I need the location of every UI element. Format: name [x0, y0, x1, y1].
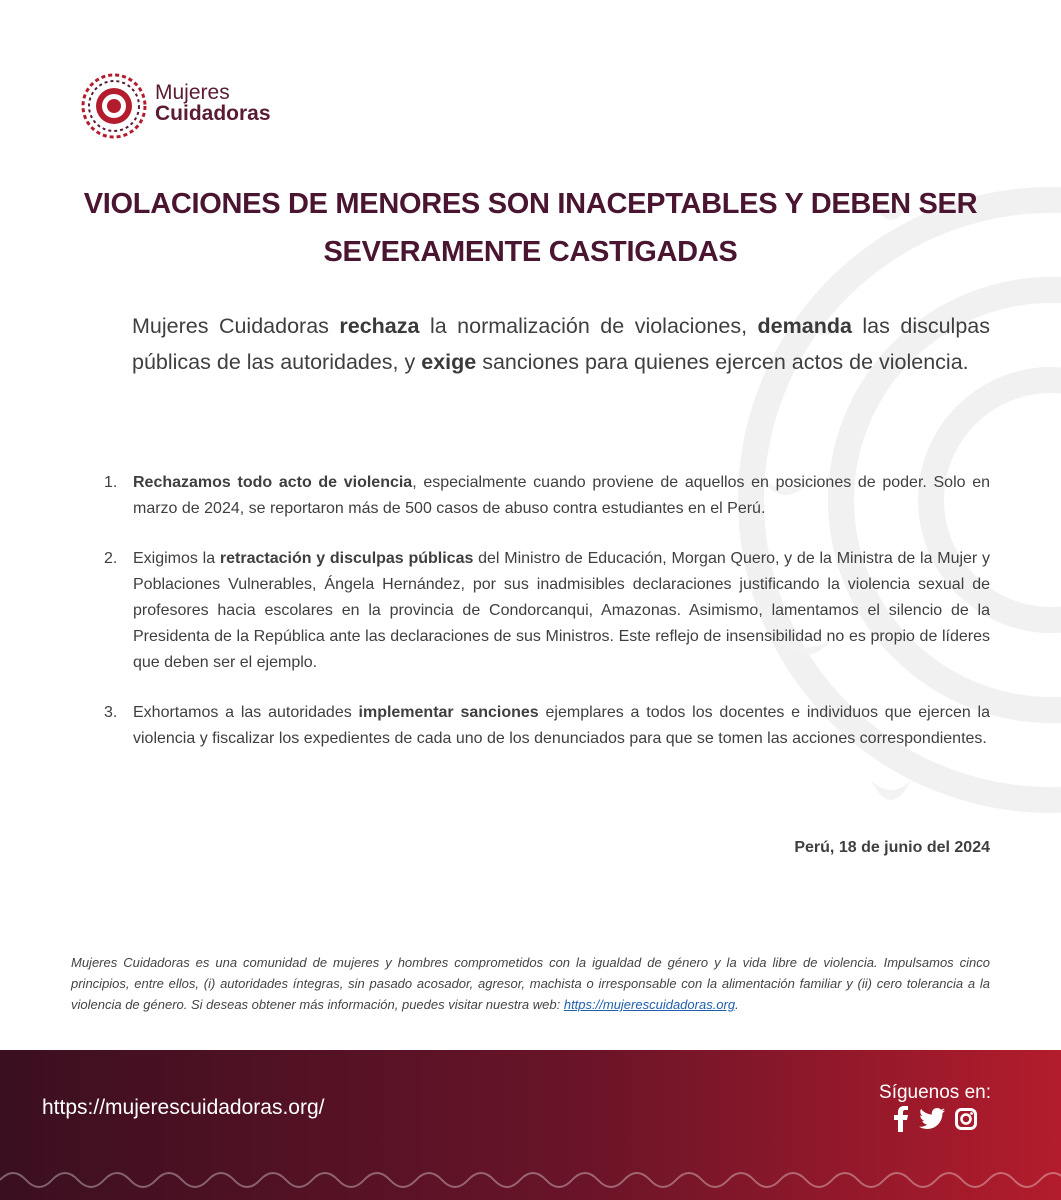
follow-us-label: Síguenos en:	[879, 1082, 991, 1103]
banner-pattern	[0, 1160, 1061, 1200]
intro-bold: rechaza	[339, 314, 420, 338]
item-bold: retractación y disculpas públicas	[219, 550, 474, 567]
item-text: , especialmente cuando proviene de aquellos en posiciones de poder. Solo en marzo de 2024, se reportaron más de 500 casos de abuso contra estudiantes en el Perú.	[133, 474, 991, 517]
intro-text: sanciones para quienes ejercen actos de violencia.	[476, 350, 969, 374]
website-link[interactable]: https://mujerescuidadoras.org	[563, 997, 736, 1012]
instagram-icon[interactable]	[955, 1108, 977, 1130]
banner-url-link[interactable]: https://mujerescuidadoras.org/	[42, 1096, 325, 1119]
intro-bold: exige	[421, 350, 477, 374]
item-text: Exhortamos a las autoridades	[133, 704, 359, 721]
item-text: ejemplares a todos los docentes e individuos que ejercen la violencia y fiscalizar los expedientes de cada uno de los denunciados para que se tomen las acciones correspondientes.	[133, 704, 991, 747]
intro-text: la normalización de violaciones,	[419, 314, 758, 338]
logo-mark-icon	[80, 72, 148, 140]
item-number: 1.	[104, 474, 118, 491]
list-item	[104, 700, 990, 752]
footnote-text: Mujeres Cuidadoras es una comunidad de mujeres y hombres comprometidos con la igualdad de género y la vida libre de violencia. Impulsamos cinco principios, entre ellos, (i) autoridades íntegras, sin pasado acosador, agresor, machista o irresponsable con la alimentación familiar y (ii) cero tolerancia a la violencia de género. Si deseas obtener más información, puedes visitar nuestra web:	[71, 955, 990, 1012]
logo-text-line1: Mujeres	[155, 81, 230, 104]
item-bold: Rechazamos todo acto de violencia	[133, 474, 413, 491]
social-links	[891, 1106, 977, 1132]
title-line-2: SEVERAMENTE CASTIGADAS	[323, 236, 738, 268]
item-number: 3.	[104, 704, 118, 721]
item-text: del Ministro de Educación, Morgan Quero, y de la Ministra de la Mujer y Poblaciones Vulnerables, Ángela Hernández, por sus inadmisibles declaraciones justificando la violencia sexual de profesores hacia escolares en la provincia de Condorcanqui, Amazonas. Asimismo, lamentamos el silencio de la Presidenta de la República ante las declaraciones de sus Ministros. Este reflejo de insensibilidad no es propio de líderes que deben ser el ejemplo.	[133, 550, 991, 671]
facebook-icon[interactable]	[891, 1106, 909, 1132]
document-date: Perú, 18 de junio del 2024	[794, 839, 990, 856]
page-title	[60, 180, 1001, 276]
intro-paragraph	[132, 308, 990, 380]
logo-text-line2: Cuidadoras	[155, 102, 271, 125]
footnote-end: .	[735, 997, 739, 1012]
list-item	[104, 470, 990, 522]
item-bold: implementar sanciones	[358, 704, 539, 721]
footer-banner	[0, 1050, 1061, 1200]
footnote	[71, 952, 990, 1015]
item-text: Exigimos la	[133, 550, 220, 567]
demands-list	[104, 470, 990, 776]
logo	[80, 72, 280, 142]
intro-text: las disculpas públicas de las autoridades, y	[132, 314, 990, 374]
intro-text: Mujeres Cuidadoras	[132, 314, 340, 338]
intro-bold: demanda	[757, 314, 852, 338]
twitter-icon[interactable]	[919, 1108, 945, 1130]
title-line-1: VIOLACIONES DE MENORES SON INACEPTABLES Y DEBEN SER	[83, 188, 978, 220]
list-item	[104, 546, 990, 676]
item-number: 2.	[104, 550, 118, 567]
